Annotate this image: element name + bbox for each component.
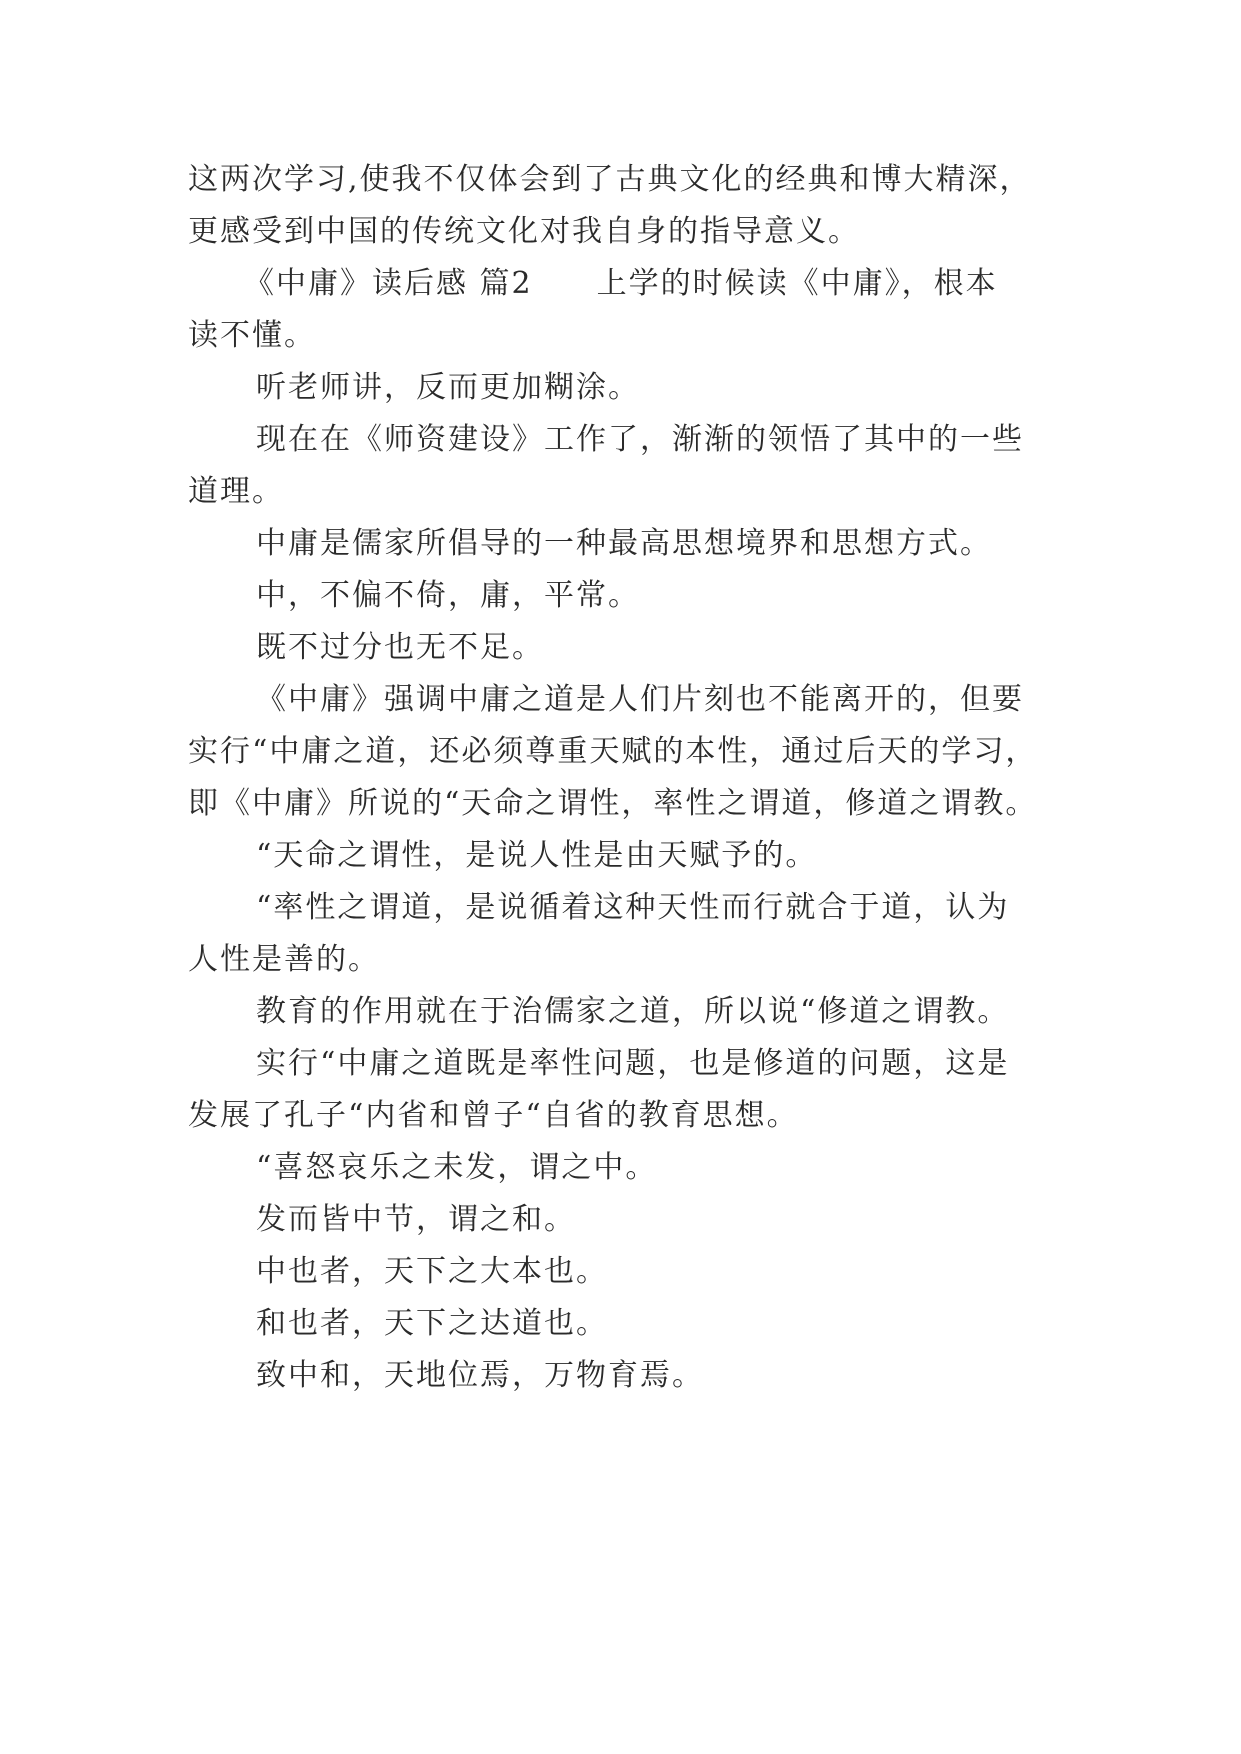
text-line-10: 既不过分也无不足。	[256, 630, 544, 665]
text-line-5: 听老师讲，反而更加糊涂。	[256, 370, 640, 405]
text-line-7: 道理。	[188, 474, 284, 509]
text-line-18: 实行“中庸之道既是率性问题，也是修道的问题，这是	[256, 1046, 1010, 1081]
text-line-17: 教育的作用就在于治儒家之道，所以说“修道之谓教。	[256, 994, 1010, 1029]
text-line-4: 读不懂。	[188, 318, 316, 353]
text-line-8: 中庸是儒家所倡导的一种最高思想境界和思想方式。	[256, 526, 992, 561]
text-line-3-section-heading: 《中庸》读后感 篇2 上学的时候读《中庸》，根本	[244, 266, 998, 301]
text-line-15: “率性之谓道，是说循着这种天性而行就合于道，认为	[256, 890, 1010, 925]
text-line-13: 即《中庸》所说的“天命之谓性，率性之谓道，修道之谓教。	[188, 786, 1038, 821]
text-line-14: “天命之谓性，是说人性是由天赋予的。	[256, 838, 818, 873]
text-line-22: 中也者，天下之大本也。	[256, 1254, 608, 1289]
text-line-20: “喜怒哀乐之未发，谓之中。	[256, 1150, 658, 1185]
text-line-16: 人性是善的。	[188, 942, 380, 977]
text-line-21: 发而皆中节，谓之和。	[256, 1202, 576, 1237]
text-line-11: 《中庸》强调中庸之道是人们片刻也不能离开的，但要	[256, 682, 1024, 717]
text-line-19: 发展了孔子“内省和曾子“自省的教育思想。	[188, 1098, 799, 1133]
text-line-12: 实行“中庸之道，还必须尊重天赋的本性，通过后天的学习，	[188, 734, 1038, 769]
text-line-1: 这两次学习,使我不仅体会到了古典文化的经典和博大精深，	[188, 162, 1032, 197]
text-line-24: 致中和，天地位焉，万物育焉。	[256, 1358, 704, 1393]
text-line-2: 更感受到中国的传统文化对我自身的指导意义。	[188, 214, 860, 249]
text-line-23: 和也者，天下之达道也。	[256, 1306, 608, 1341]
text-line-9: 中，不偏不倚，庸，平常。	[256, 578, 640, 613]
text-line-6: 现在在《师资建设》工作了，渐渐的领悟了其中的一些	[256, 422, 1024, 457]
